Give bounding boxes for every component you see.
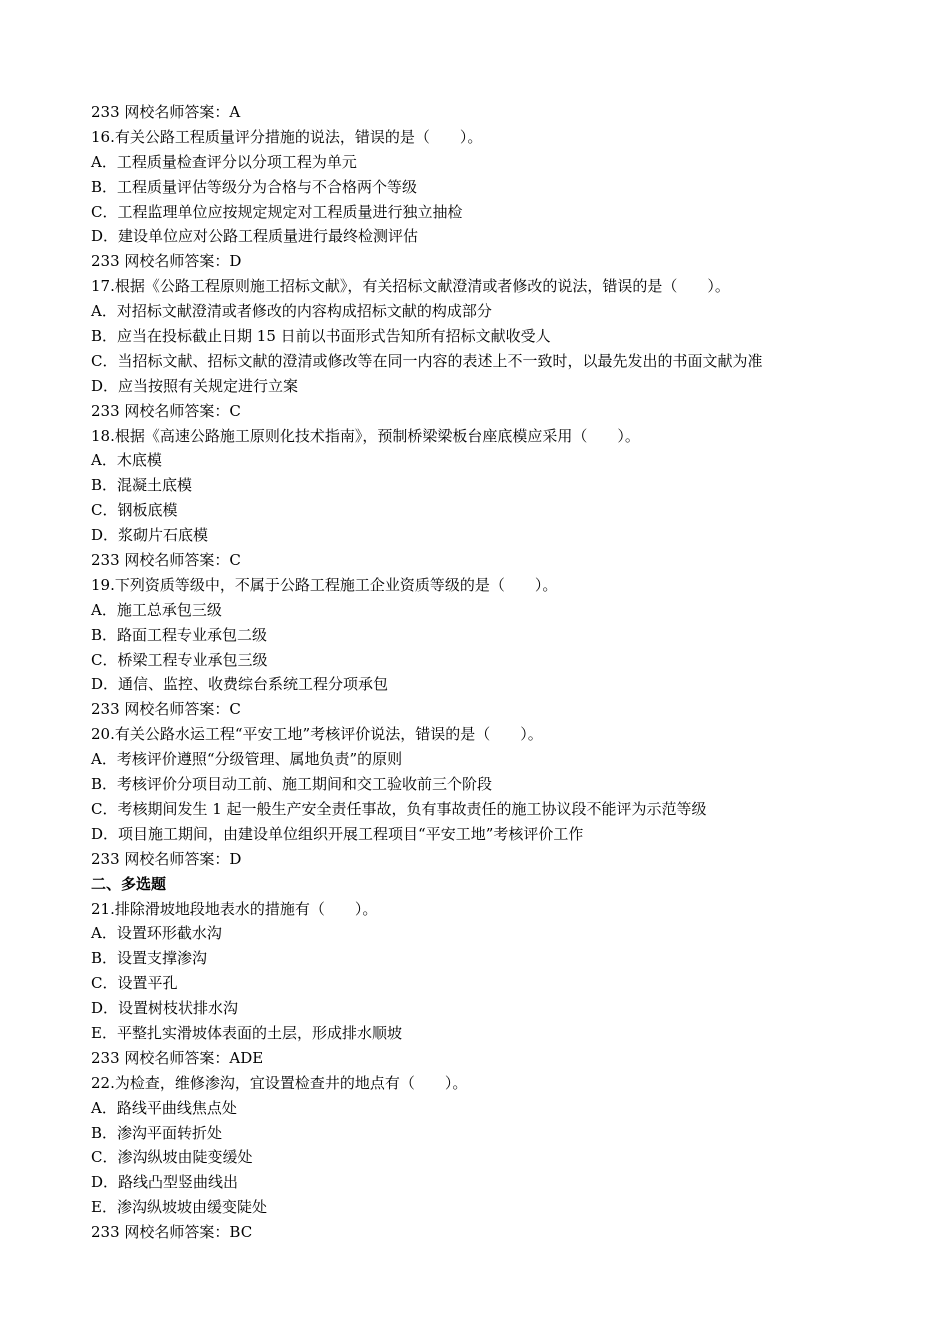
answer-line: 233 网校名师答案：C: [91, 551, 241, 570]
answer-line: 233 网校名师答案：BC: [91, 1223, 253, 1242]
option-line: A．路线平曲线焦点处: [91, 1098, 237, 1117]
question-text: 16.有关公路工程质量评分措施的说法，错误的是（ ）。: [91, 127, 483, 146]
option-line: D．通信、监控、收费综台系统工程分项承包: [91, 675, 389, 694]
option-line: E．渗沟纵坡坡由缓变陡处: [91, 1198, 267, 1217]
option-line: A．考核评价遵照“分级管理、属地负责”的原则: [91, 750, 403, 769]
question-text: 19.下列资质等级中，不属于公路工程施工企业资质等级的是（ ）。: [91, 575, 558, 594]
option-line: B．工程质量评估等级分为合格与不合格两个等级: [91, 177, 418, 196]
option-line: C．当招标文献、招标文献的澄清或修改等在同一内容的表述上不一致时，以最先发出的书面文献为准: [91, 351, 763, 370]
option-line: A．木底模: [91, 451, 162, 470]
option-line: C．考核期间发生 1 起一般生产安全责任事故，负有事故责任的施工协议段不能评为示范等级: [91, 799, 707, 818]
option-line: B．考核评价分项目动工前、施工期间和交工验收前三个阶段: [91, 775, 493, 794]
answer-line: 233 网校名师答案：C: [91, 700, 241, 719]
option-line: E．平整扎实滑坡体表面的土层，形成排水顺坡: [91, 1023, 402, 1042]
option-line: D．应当按照有关规定进行立案: [91, 376, 299, 395]
option-line: D．建设单位应对公路工程质量进行最终检测评估: [91, 227, 419, 246]
option-line: C．桥梁工程专业承包三级: [91, 650, 268, 669]
option-line: D．路线凸型竖曲线出: [91, 1173, 239, 1192]
option-line: B．混凝土底模: [91, 476, 193, 495]
option-line: A．施工总承包三级: [91, 600, 222, 619]
option-line: C．钢板底模: [91, 501, 178, 520]
option-line: B．设置支撑渗沟: [91, 949, 208, 968]
option-line: D．设置树枝状排水沟: [91, 999, 239, 1018]
question-text: 18.根据《高速公路施工原则化技术指南》，预制桥梁梁板台座底模应采用（ ）。: [91, 426, 640, 445]
option-line: C．工程监理单位应按规定规定对工程质量进行独立抽检: [91, 202, 463, 221]
option-line: D．浆砌片石底模: [91, 526, 209, 545]
answer-line: 233 网校名师答案：C: [91, 401, 241, 420]
question-text: 22.为检查，维修渗沟，宜设置检查井的地点有（ ）。: [91, 1073, 468, 1092]
option-line: C．设置平孔: [91, 974, 178, 993]
section-heading: 二、多选题: [91, 874, 167, 893]
answer-line: 233 网校名师答案：D: [91, 849, 242, 868]
question-text: 20.有关公路水运工程“平安工地”考核评价说法，错误的是（ ）。: [91, 725, 543, 744]
option-line: D．项目施工期间，由建设单位组织开展工程项目“平安工地”考核评价工作: [91, 824, 584, 843]
option-line: A．设置环形截水沟: [91, 924, 222, 943]
option-line: A．工程质量检查评分以分项工程为单元: [91, 152, 357, 171]
question-text: 21.排除滑坡地段地表水的措施有（ ）。: [91, 899, 378, 918]
question-text: 17.根据《公路工程原则施工招标文献》，有关招标文献澄清或者修改的说法，错误的是（ ）。: [91, 277, 730, 296]
option-line: B．应当在投标截止日期 15 日前以书面形式告知所有招标文献收受人: [91, 327, 551, 346]
answer-line: 233 网校名师答案：ADE: [91, 1048, 264, 1067]
option-line: A．对招标文献澄清或者修改的内容构成招标文献的构成部分: [91, 302, 492, 321]
option-line: C．渗沟纵坡由陡变缓处: [91, 1148, 253, 1167]
answer-line: 233 网校名师答案：A: [91, 103, 241, 121]
document-body: [91, 100, 911, 1245]
answer-line: 233 网校名师答案：D: [91, 252, 242, 271]
option-line: B．路面工程专业承包二级: [91, 625, 268, 644]
option-line: B．渗沟平面转折处: [91, 1123, 223, 1142]
